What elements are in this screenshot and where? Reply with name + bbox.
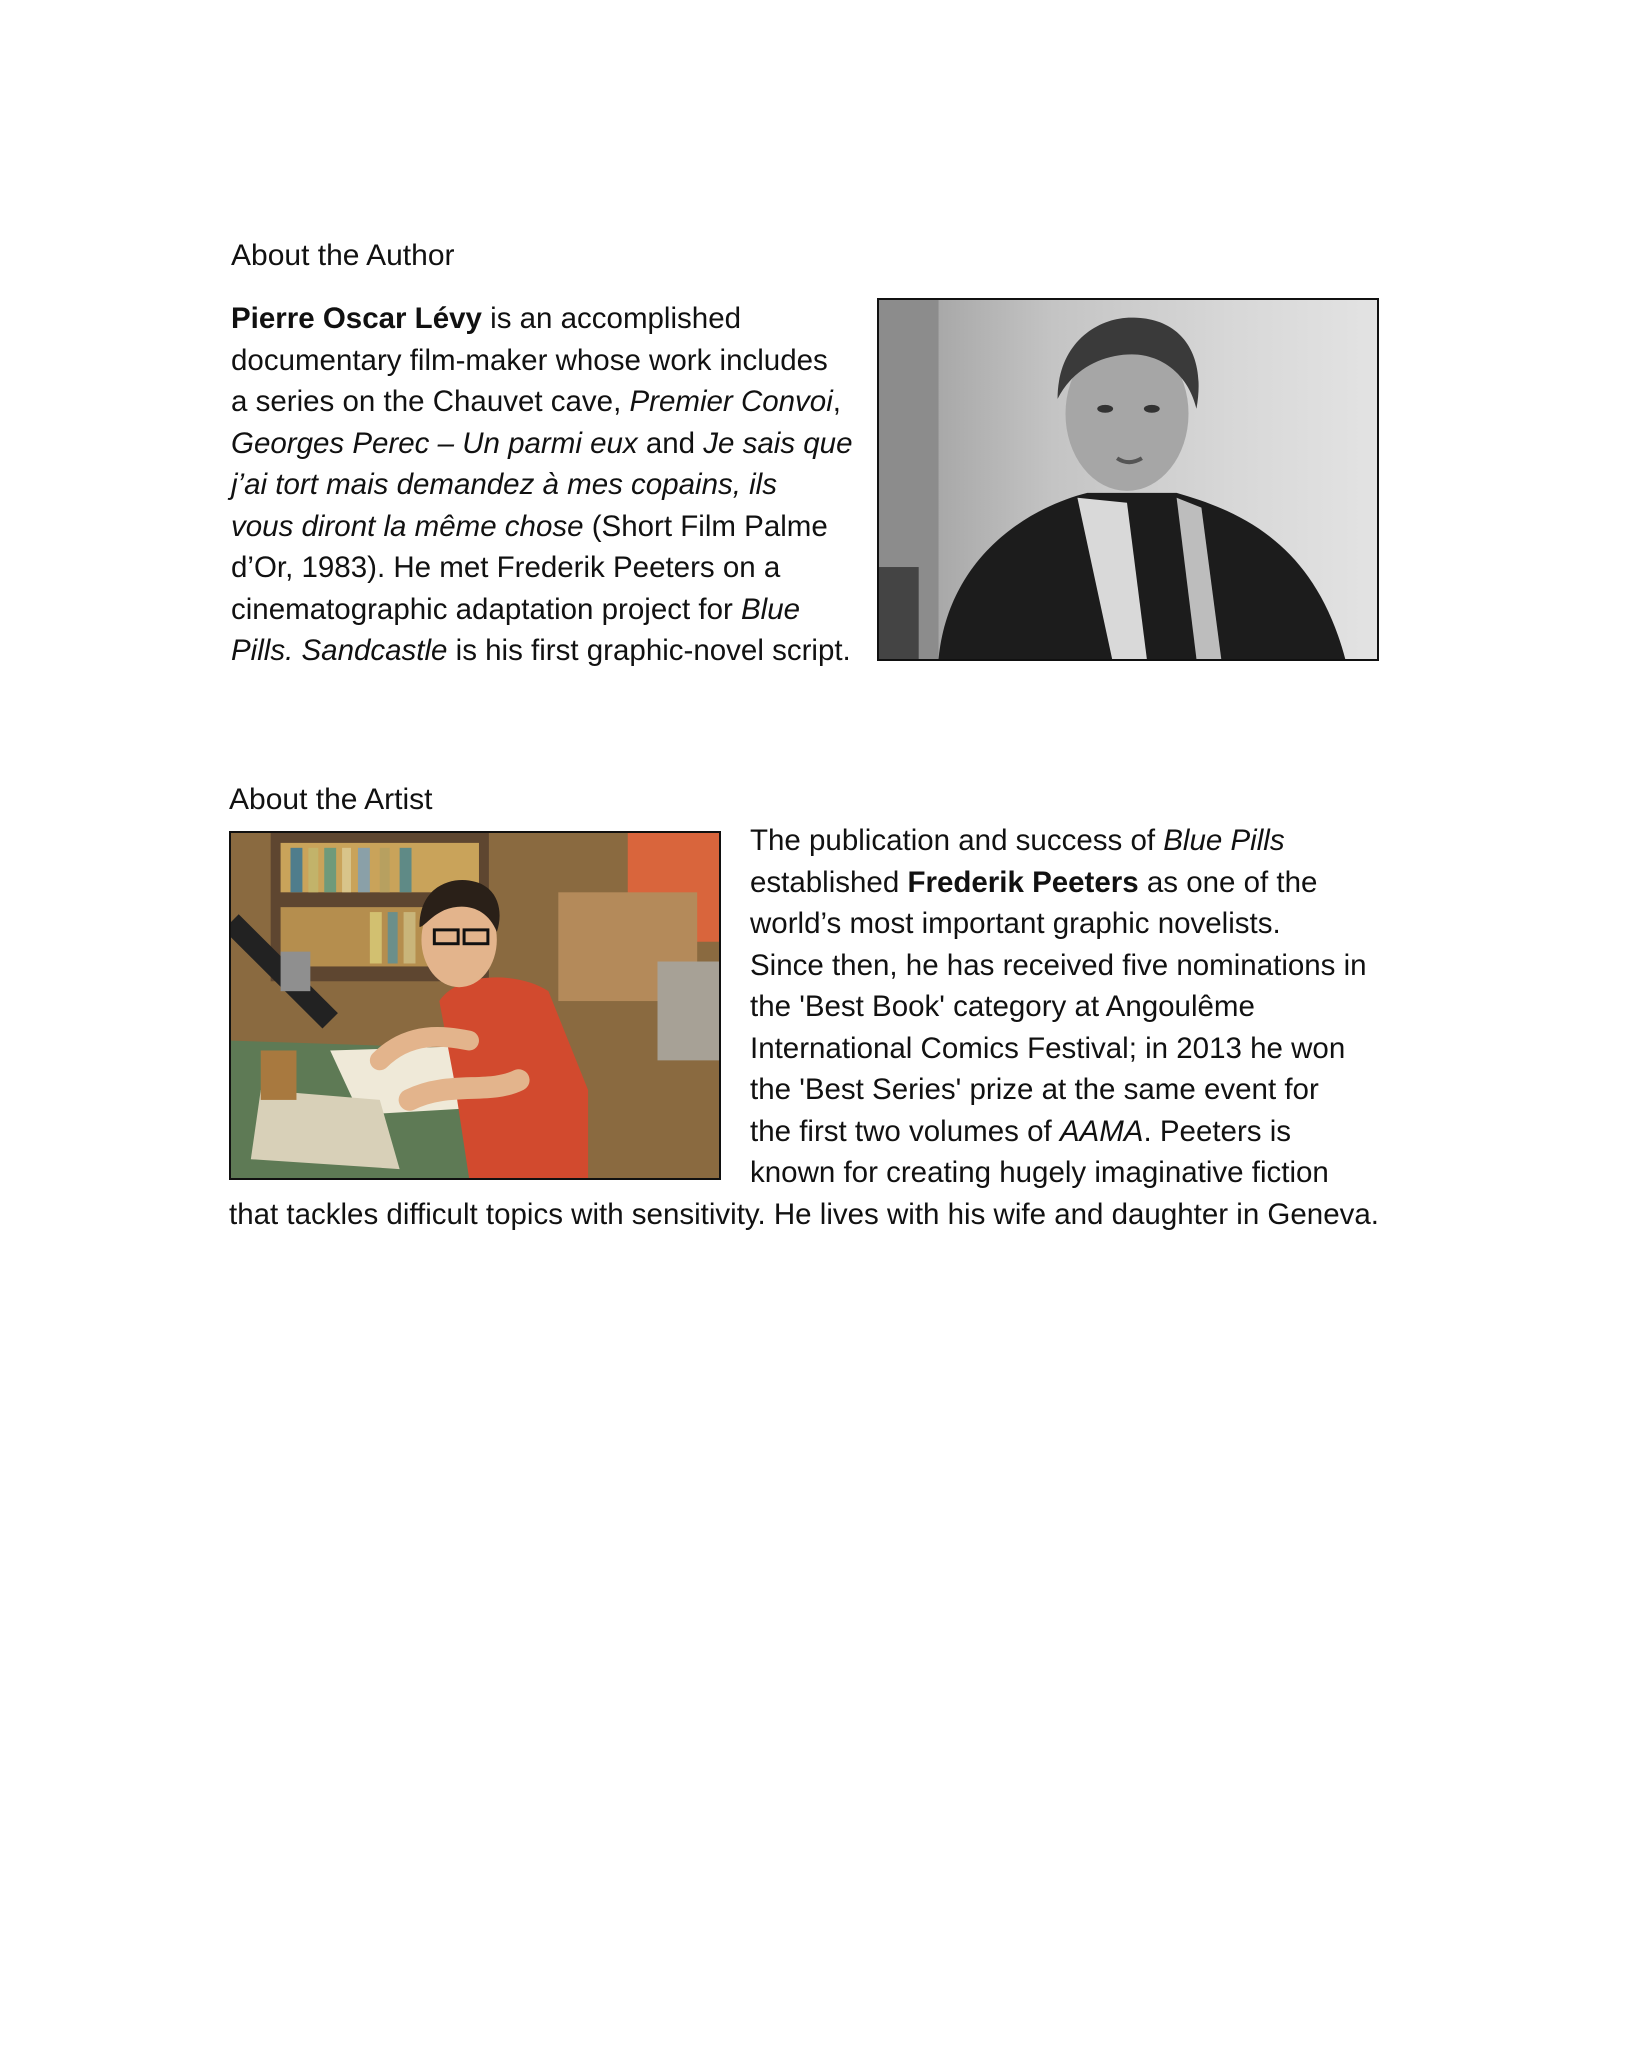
italic-title: Je sais que: [703, 426, 853, 460]
text-line: [231, 506, 853, 548]
text-run: The publication and success of: [750, 824, 1164, 857]
text-run: . Peeters is: [1143, 1114, 1292, 1148]
text-line: [231, 630, 853, 672]
text-run: is an accomplished: [481, 302, 742, 335]
bold-name: Pierre Oscar Lévy: [231, 302, 482, 335]
author-portrait-photo: [877, 298, 1379, 661]
text-run: the 'Best Series' prize at the same event for: [750, 1073, 1319, 1106]
text-line: [229, 945, 1379, 987]
italic-title: Blue Pills: [1163, 824, 1285, 857]
text-line: [231, 298, 853, 340]
italic-title: vous diront la même chose: [231, 509, 584, 543]
artist-section-heading: About the Artist: [229, 783, 433, 816]
text-run: established: [750, 865, 908, 899]
author-bio-paragraph: [231, 298, 853, 672]
text-run: and: [637, 426, 704, 460]
italic-title: Georges Perec – Un parmi eux: [231, 426, 638, 460]
text-line: [231, 547, 853, 589]
artist-bio-paragraph: [229, 820, 1379, 1235]
text-run: world’s most important graphic novelists.: [750, 907, 1281, 940]
text-line: [229, 986, 1379, 1028]
text-run: that tackles difficult topics with sensitivity. He lives with his wife and daughter in Geneva.: [229, 1197, 1379, 1231]
text-run: (Short Film Palme: [583, 509, 828, 543]
text-run: known for creating hugely imaginative fiction: [750, 1156, 1329, 1189]
text-run: d’Or, 1983). He met Frederik Peeters on a: [231, 551, 781, 584]
text-run: is his first graphic-novel script.: [447, 634, 851, 667]
italic-title: j’ai tort mais demandez à mes copains, ils: [231, 468, 777, 501]
text-line: [231, 464, 853, 506]
text-run: as one of the: [1138, 865, 1318, 899]
bold-name: Frederik Peeters: [907, 865, 1139, 899]
italic-title: Premier Convoi: [629, 385, 833, 418]
text-run: the 'Best Book' category at Angoulême: [750, 990, 1255, 1023]
text-line: [229, 1152, 1379, 1194]
text-run: ,: [832, 385, 841, 418]
text-run: cinematographic adaptation project for: [231, 592, 741, 626]
text-run: Since then, he has received five nominations in: [750, 948, 1367, 982]
italic-title: Blue: [741, 592, 801, 626]
author-section-heading: About the Author: [231, 239, 455, 272]
text-line: [231, 340, 853, 382]
text-line: [229, 1194, 1379, 1236]
text-line: [229, 862, 1379, 904]
text-line: [229, 1028, 1379, 1070]
italic-title: AAMA: [1059, 1114, 1144, 1148]
text-line: [229, 903, 1379, 945]
text-line: [229, 1069, 1379, 1111]
text-line: [231, 423, 853, 465]
italic-title: Pills. Sandcastle: [231, 634, 448, 667]
text-line: [231, 381, 853, 423]
text-run: the first two volumes of: [750, 1114, 1060, 1148]
text-line: [229, 1111, 1379, 1153]
text-run: documentary film-maker whose work includes: [231, 343, 828, 377]
text-line: [229, 820, 1379, 862]
text-run: International Comics Festival; in 2013 he won: [750, 1031, 1346, 1065]
text-run: a series on the Chauvet cave,: [231, 385, 630, 418]
text-line: [231, 589, 853, 631]
